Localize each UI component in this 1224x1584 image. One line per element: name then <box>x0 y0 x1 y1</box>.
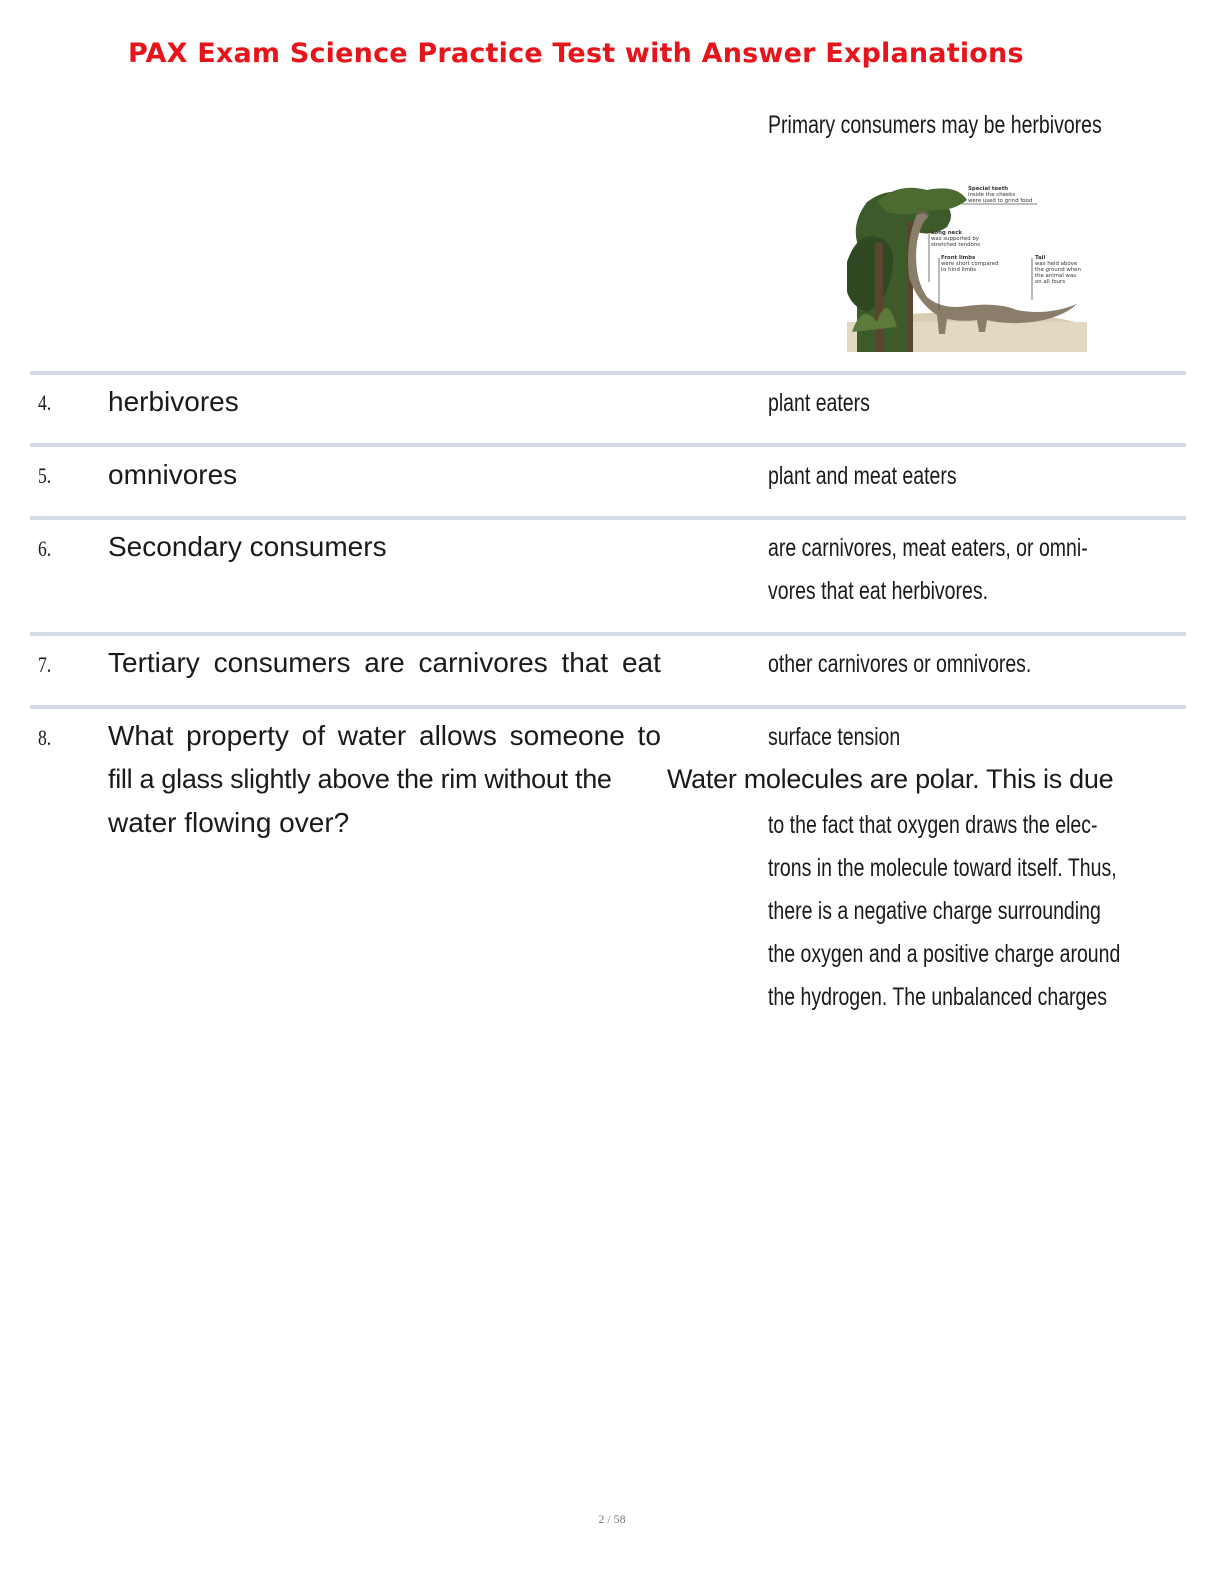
answer <box>768 716 938 759</box>
callout-neck-line1: was supported by <box>931 236 979 242</box>
question-number: 4. <box>38 390 52 415</box>
answer-line: trons in the molecule toward itself. Thus, <box>768 854 1117 882</box>
answer-line: plant eaters <box>768 389 870 417</box>
answer-line: plant and meat eaters <box>768 462 957 490</box>
row-divider <box>30 632 1186 636</box>
callout-tail-line2: the ground when <box>1035 267 1081 273</box>
row-divider <box>30 516 1186 520</box>
question-number: 5. <box>38 463 52 488</box>
callout-teeth-line1: inside the cheeks <box>968 192 1016 198</box>
answer-line: surface tension <box>768 723 901 751</box>
answer-line: there is a negative charge surrounding <box>768 897 1101 925</box>
callout-limbs-line1: were short compared <box>941 261 999 267</box>
answer-continued <box>768 804 1220 1019</box>
callout-tail-line4: on all fours <box>1035 279 1066 285</box>
question-text-line: fill a glass slightly above the rim without the <box>108 764 612 794</box>
question-text-line: water flowing over? <box>108 807 350 838</box>
answer-line: the hydrogen. The unbalanced charges <box>768 983 1107 1011</box>
question-number: 7. <box>38 652 52 677</box>
answer <box>768 382 899 425</box>
callout-limbs-line2: to hind limbs <box>941 267 977 273</box>
answer-line: to the fact that oxygen draws the elec- <box>768 811 1098 839</box>
intro-answer <box>768 104 1196 147</box>
question-text: Tertiary consumers are carnivores that eat <box>108 647 661 678</box>
answer-line: other carnivores or omnivores. <box>768 650 1032 678</box>
answer-line: Water molecules are polar. This is due <box>667 764 1114 794</box>
row-divider <box>30 705 1186 709</box>
sauropod-illustration <box>847 182 1087 352</box>
callout-neck-line2: stretched tendons <box>931 242 981 248</box>
callout-limbs-title: Front limbs <box>941 255 976 261</box>
answer <box>768 527 1178 613</box>
callout-tail-line1: was held above <box>1035 261 1078 267</box>
callout-tail-line3: the animal was <box>1035 273 1077 279</box>
question-number: 6. <box>38 536 52 561</box>
question-number: 8. <box>38 725 52 750</box>
callout-teeth-title: Special teeth <box>968 186 1009 192</box>
row-divider <box>30 443 1186 447</box>
question-text-line: What property of water allows someone to <box>108 720 661 751</box>
page-number: 2 / 58 <box>598 1512 626 1526</box>
intro-answer-text: Primary consumers may be herbivores <box>768 111 1102 139</box>
question-text: herbivores <box>108 386 239 417</box>
answer-line: are carnivores, meat eaters, or omni- <box>768 534 1088 562</box>
page-title: PAX Exam Science Practice Test with Answer Explanations <box>128 38 1024 69</box>
question-text: omnivores <box>108 459 238 490</box>
answer <box>768 455 1010 498</box>
question-text: Secondary consumers <box>108 531 387 562</box>
answer-line: the oxygen and a positive charge around <box>768 940 1121 968</box>
callout-teeth-line2: were used to grind food <box>968 198 1033 204</box>
answer <box>768 643 1106 686</box>
row-divider <box>30 371 1186 375</box>
callout-tail-title: Tail <box>1035 255 1046 261</box>
answer-line: vores that eat herbivores. <box>768 577 989 605</box>
callout-neck-title: Long neck <box>931 230 962 236</box>
